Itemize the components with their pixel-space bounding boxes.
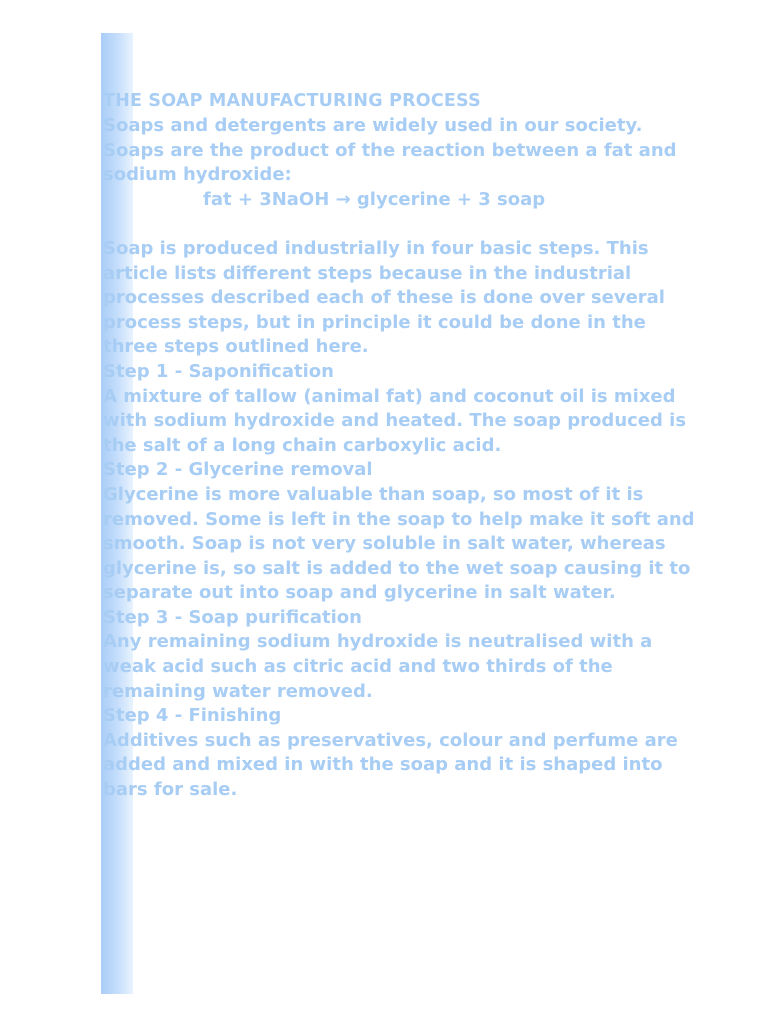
step-2-line: Glycerine is more valuable than soap, so most of it is — [103, 483, 644, 505]
step-4-heading: Step 4 - Finishing — [103, 705, 282, 727]
step-3-line: Any remaining sodium hydroxide is neutralised with a — [103, 631, 653, 653]
step-3-heading: Step 3 - Soap purification — [103, 606, 362, 628]
step-3-section — [103, 606, 703, 704]
paragraph-spacer — [103, 212, 703, 237]
step-3-line: weak acid such as citric acid and two thirds of the — [103, 656, 613, 678]
document-body — [103, 88, 703, 803]
intro-section — [103, 114, 703, 212]
step-2-line: removed. Some is left in the soap to help make it soft and — [103, 508, 695, 530]
step-2-section — [103, 458, 703, 606]
intro-line: Soaps are the product of the reaction between a fat and — [103, 139, 677, 161]
overview-line: three steps outlined here. — [103, 336, 369, 358]
document-title: THE SOAP MANUFACTURING PROCESS — [103, 91, 481, 111]
step-1-section — [103, 360, 703, 458]
intro-line: Soaps and detergents are widely used in our society. — [103, 115, 643, 136]
overview-section — [103, 237, 703, 360]
step-4-line: Additives such as preservatives, colour and perfume are — [103, 729, 678, 751]
intro-line: sodium hydroxide: — [103, 164, 292, 186]
step-4-line: bars for sale. — [103, 779, 238, 801]
step-1-heading: Step 1 - Saponification — [103, 360, 334, 382]
step-2-line: glycerine is, so salt is added to the wet soap causing it to — [103, 557, 691, 579]
step-2-heading: Step 2 - Glycerine removal — [103, 459, 373, 481]
step-4-section — [103, 704, 703, 802]
step-2-line: separate out into soap and glycerine in salt water. — [103, 582, 616, 604]
step-3-line: remaining water removed. — [103, 680, 373, 702]
overview-line: article lists different steps because in the industrial — [103, 262, 632, 284]
step-1-line: A mixture of tallow (animal fat) and coconut oil is mixed — [103, 385, 676, 407]
step-2-line: smooth. Soap is not very soluble in salt water, whereas — [103, 533, 666, 555]
overview-line: Soap is produced industrially in four basic steps. This — [103, 237, 649, 259]
overview-line: process steps, but in principle it could be done in the — [103, 311, 646, 333]
step-4-line: added and mixed in with the soap and it is shaped into — [103, 754, 663, 776]
step-1-line: with sodium hydroxide and heated. The soap produced is — [103, 410, 687, 432]
reaction-equation: fat + 3NaOH → glycerine + 3 soap — [203, 188, 546, 210]
overview-line: processes described each of these is done over several — [103, 287, 665, 309]
step-1-line: the salt of a long chain carboxylic acid. — [103, 434, 502, 456]
